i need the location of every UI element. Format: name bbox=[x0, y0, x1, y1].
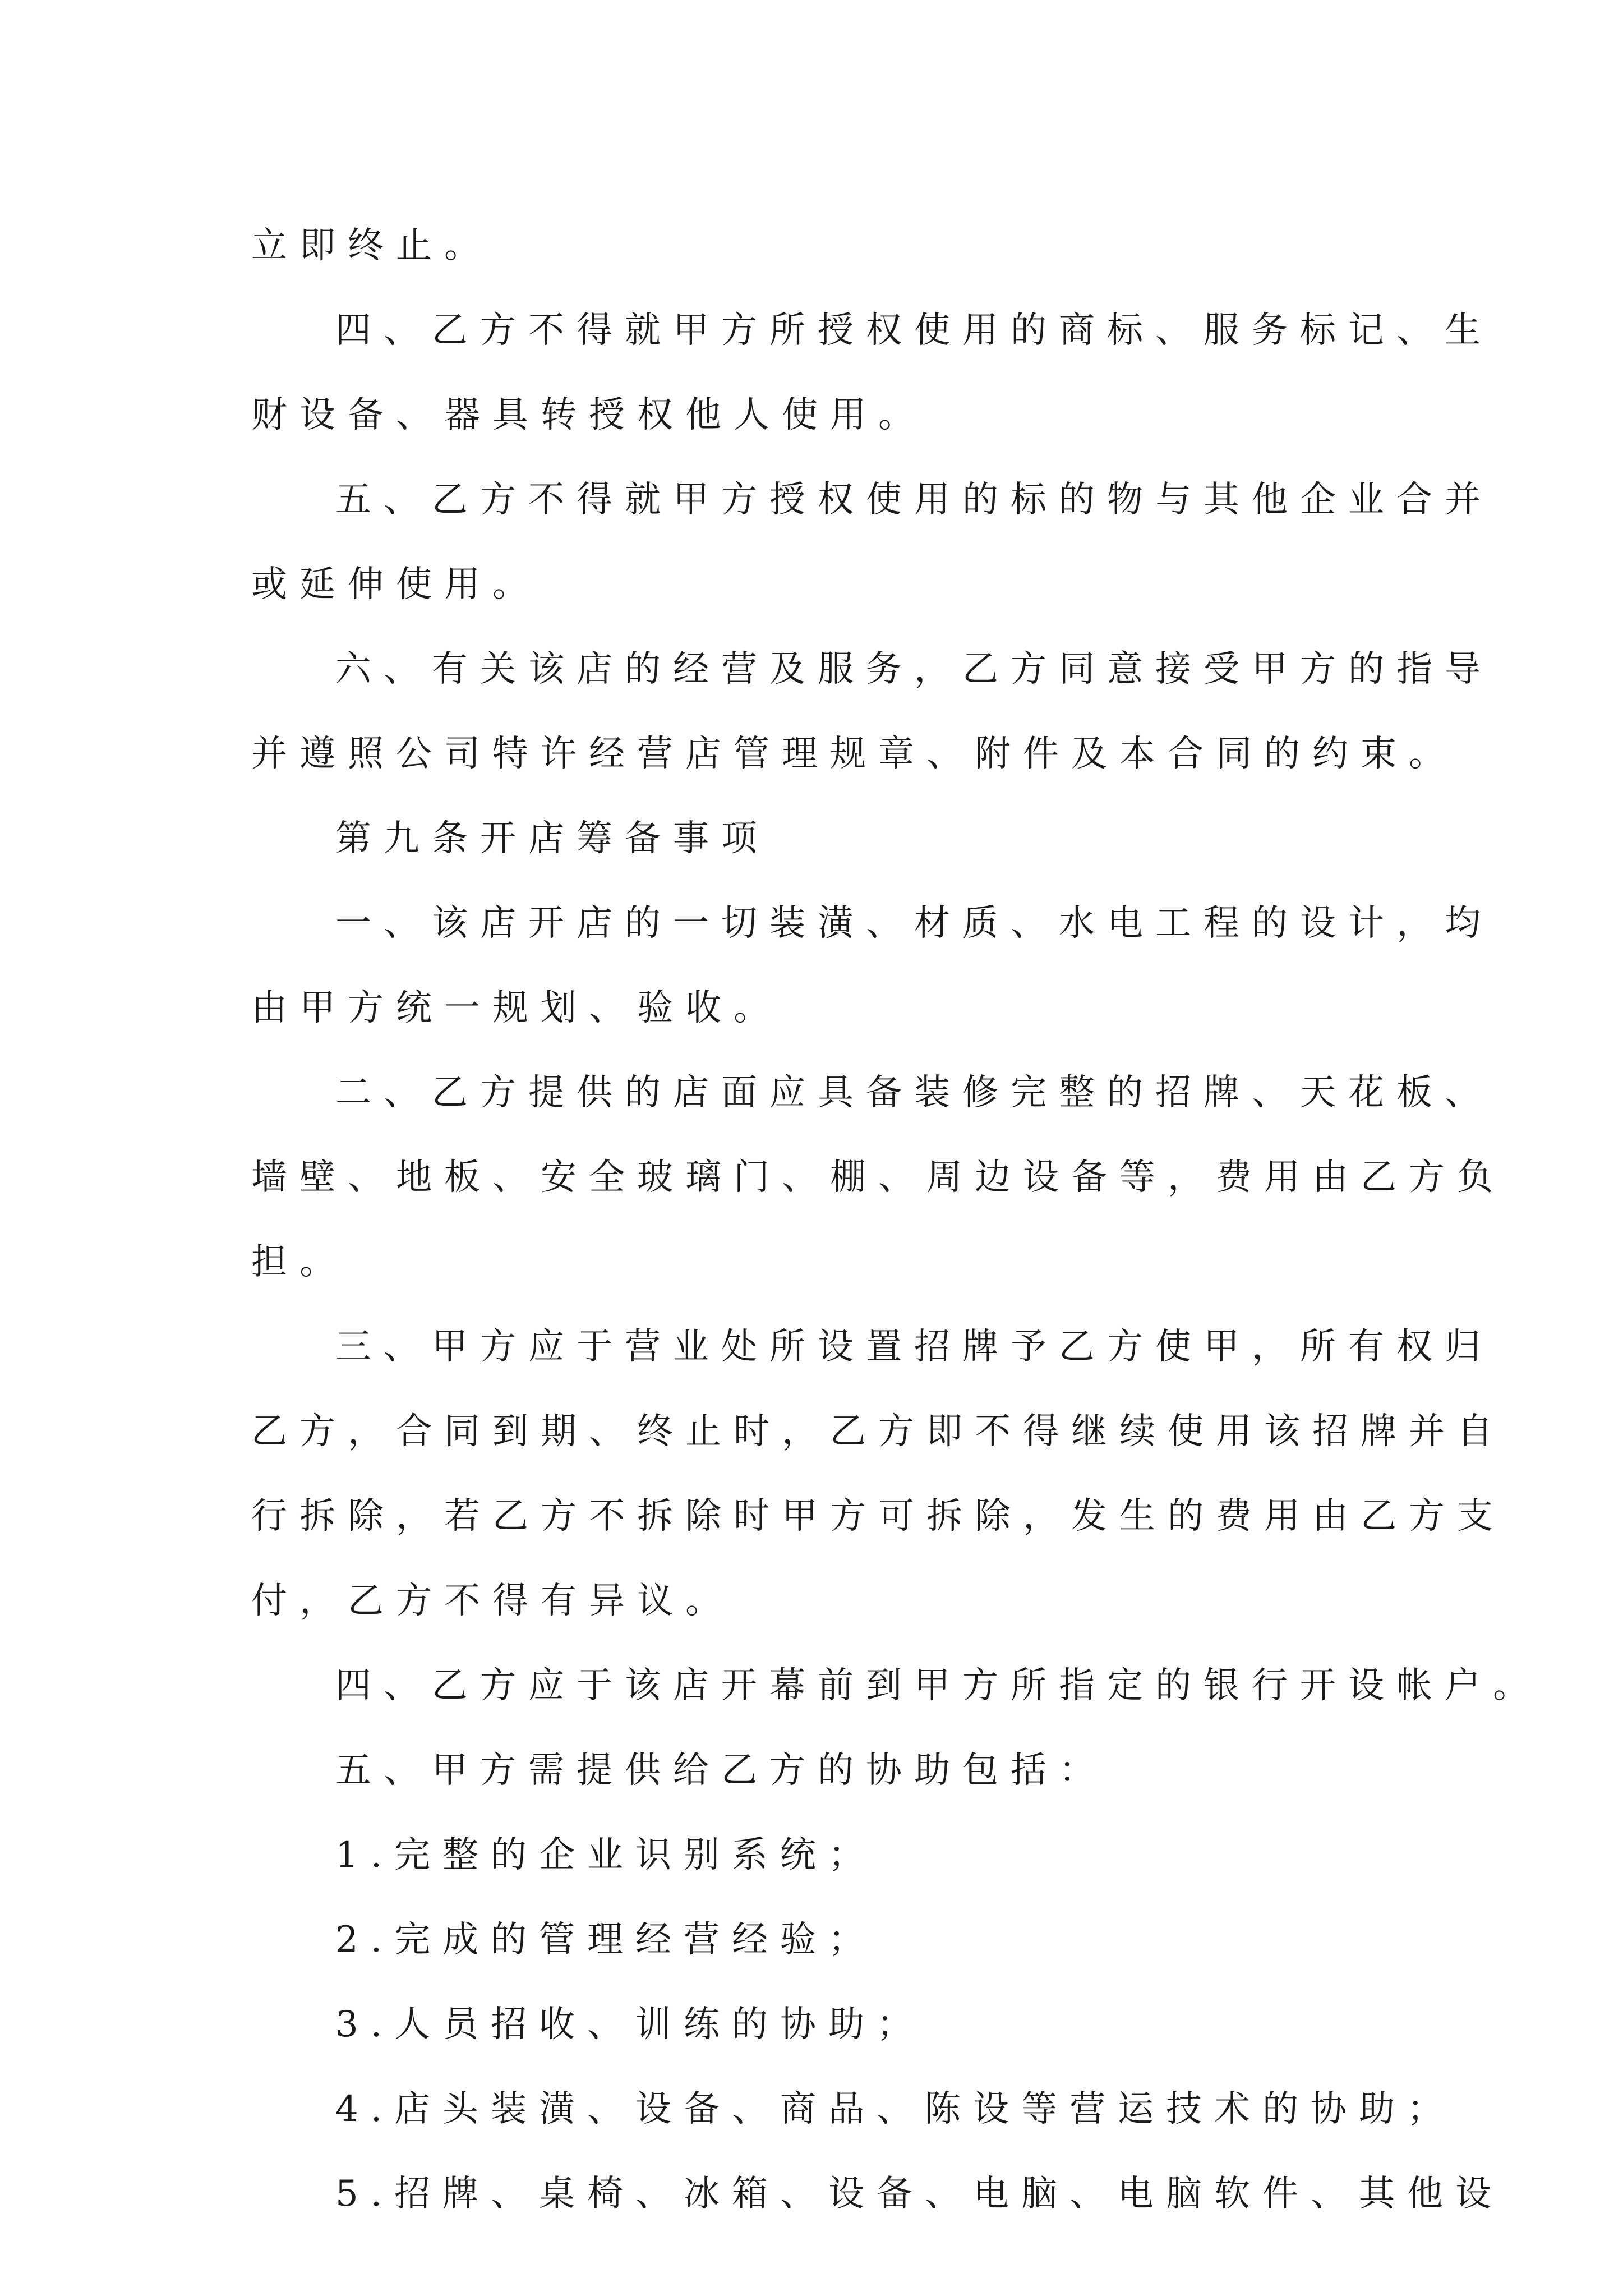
text-line: 并遵照公司特许经营店管理规章、附件及本合同的约束。 bbox=[251, 733, 1457, 775]
text-line: 五、乙方不得就甲方授权使用的标的物与其他企业合并 bbox=[335, 479, 1493, 521]
document-body bbox=[251, 204, 1541, 2237]
list-item: 4.店头装潢、设备、商品、陈设等营运技术的协助； bbox=[335, 2088, 1456, 2130]
text-line: 一、该店开店的一切装潢、材质、水电工程的设计，均 bbox=[335, 903, 1493, 944]
list-item: 5.招牌、桌椅、冰箱、设备、电脑、电脑软件、其他设 bbox=[335, 2173, 1504, 2215]
list-item: 3.人员招收、训练的协助； bbox=[335, 2004, 925, 2045]
list-item: 1.完整的企业识别系统； bbox=[335, 1834, 877, 1876]
text-line: 或延伸使用。 bbox=[251, 564, 541, 605]
text-line: 财设备、器具转授权他人使用。 bbox=[251, 394, 926, 436]
section-heading: 第九条开店筹备事项 bbox=[335, 818, 769, 859]
text-line: 行拆除，若乙方不拆除时甲方可拆除，发生的费用由乙方支 bbox=[251, 1496, 1505, 1537]
text-line: 五、甲方需提供给乙方的协助包括： bbox=[335, 1750, 1107, 1791]
text-line: 乙方，合同到期、终止时，乙方即不得继续使用该招牌并自 bbox=[251, 1411, 1505, 1452]
text-line: 三、甲方应于营业处所设置招牌予乙方使甲，所有权归 bbox=[335, 1326, 1493, 1368]
text-line: 六、有关该店的经营及服务，乙方同意接受甲方的指导 bbox=[335, 648, 1493, 690]
text-line: 二、乙方提供的店面应具备装修完整的招牌、天花板、 bbox=[335, 1072, 1493, 1114]
text-line: 四、乙方应于该店开幕前到甲方所指定的银行开设帐户。 bbox=[335, 1665, 1541, 1706]
text-line: 四、乙方不得就甲方所授权使用的商标、服务标记、生 bbox=[335, 310, 1493, 351]
list-item: 2.完成的管理经营经验； bbox=[335, 1919, 877, 1961]
text-line: 立即终止。 bbox=[251, 225, 492, 266]
text-line: 担。 bbox=[251, 1241, 348, 1283]
text-line: 由甲方统一规划、验收。 bbox=[251, 987, 782, 1029]
text-line: 墙壁、地板、安全玻璃门、棚、周边设备等，费用由乙方负 bbox=[251, 1157, 1505, 1198]
text-line: 付，乙方不得有异议。 bbox=[251, 1580, 734, 1622]
